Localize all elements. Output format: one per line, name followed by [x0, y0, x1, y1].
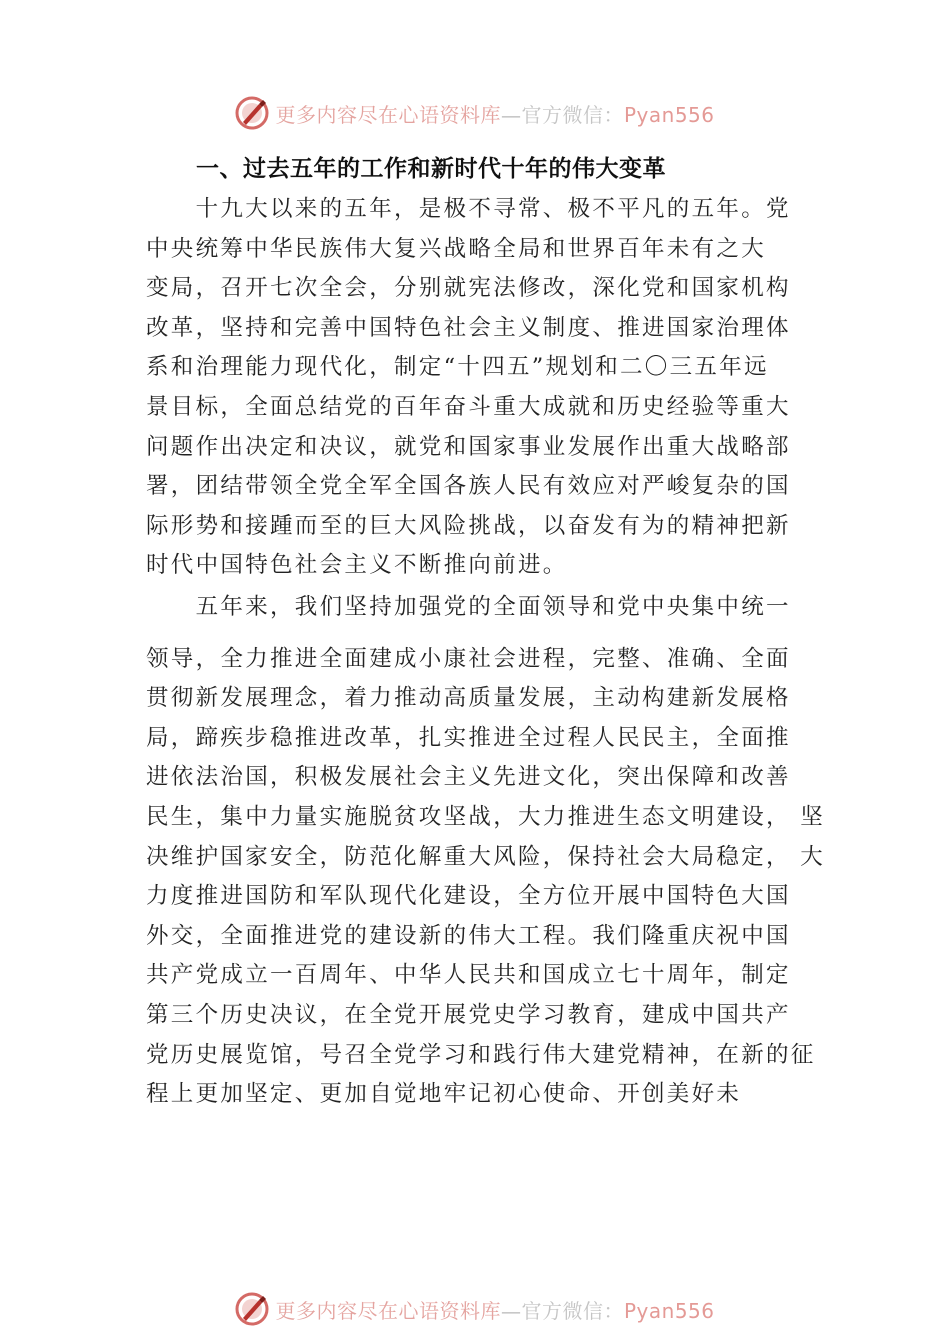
text-line: 力度推进国防和军队现代化建设，全方位开展中国特色大国	[146, 883, 791, 910]
watermark-text	[275, 1295, 714, 1324]
text-line: 五年来，我们坚持加强党的全面领导和党中央集中统一	[146, 594, 791, 620]
text-line: 程上更加坚定、更加自觉地牢记初心使命、开创美好未	[146, 1081, 742, 1108]
text-line: 第三个历史决议，在全党开展党史学习教育，建成中国共产	[146, 1001, 791, 1028]
section-heading: 一、过去五年的工作和新时代十年的伟大变革	[196, 156, 666, 182]
watermark-brand: 更多内容尽在心语资料库	[275, 1298, 501, 1323]
paragraph-2	[146, 588, 826, 1115]
watermark-separator: —	[500, 102, 522, 127]
text-line: 署，团结带领全党全军全国各族人民有效应对严峻复杂的国	[146, 473, 791, 500]
text-line: 共产党成立一百周年、中华人民共和国成立七十周年，制定	[146, 962, 791, 989]
text-line: 外交，全面推进党的建设新的伟大工程。我们隆重庆祝中国	[146, 922, 791, 949]
text-line: 改革，坚持和完善中国特色社会主义制度、推进国家治理体	[146, 314, 791, 341]
text-line: 进依法治国，积极发展社会主义先进文化，突出保障和改善	[146, 764, 791, 791]
text-line: 问题作出决定和决议，就党和国家事业发展作出重大战略部	[146, 433, 791, 460]
paragraph-1	[146, 190, 818, 586]
text-line: 变局，召开七次全会，分别就宪法修改，深化党和国家机构	[146, 275, 791, 302]
watermark-header	[0, 96, 950, 130]
watermark-text	[275, 99, 714, 128]
watermark-wechat-label: 官方微信：	[521, 102, 624, 127]
watermark-wechat-id: Pyan556	[623, 102, 715, 127]
text-line: 民生，集中力量实施脱贫攻坚战，大力推进生态文明建设， 坚	[146, 803, 826, 830]
text-line: 时代中国特色社会主义不断推向前进。	[146, 552, 568, 579]
watermark-separator: —	[500, 1298, 522, 1323]
text-line: 决维护国家安全，防范化解重大风险，保持社会大局稳定， 大	[146, 843, 826, 870]
text-line: 领导，全力推进全面建成小康社会进程，完整、准确、全面	[146, 645, 791, 672]
text-line: 十九大以来的五年，是极不寻常、极不平凡的五年。党	[146, 196, 791, 222]
pen-circle-logo-icon	[235, 1292, 269, 1326]
watermark-wechat-id: Pyan556	[623, 1298, 715, 1323]
text-line: 系和治理能力现代化，制定“十四五”规划和二〇三五年远	[146, 354, 769, 381]
watermark-footer	[0, 1292, 950, 1326]
text-line: 党历史展览馆，号召全党学习和践行伟大建党精神，在新的征	[146, 1041, 816, 1068]
pen-circle-logo-icon	[235, 96, 269, 130]
text-line: 中央统筹中华民族伟大复兴战略全局和世界百年未有之大	[146, 235, 767, 262]
text-line: 局，蹄疾步稳推进改革，扎实推进全过程人民民主，全面推	[146, 724, 791, 751]
text-line: 际形势和接踵而至的巨大风险挑战，以奋发有为的精神把新	[146, 512, 791, 539]
watermark-wechat-label: 官方微信：	[521, 1298, 624, 1323]
text-line: 贯彻新发展理念，着力推动高质量发展，主动构建新发展格	[146, 685, 791, 712]
watermark-brand: 更多内容尽在心语资料库	[275, 102, 501, 127]
text-line: 景目标，全面总结党的百年奋斗重大成就和历史经验等重大	[146, 393, 791, 420]
